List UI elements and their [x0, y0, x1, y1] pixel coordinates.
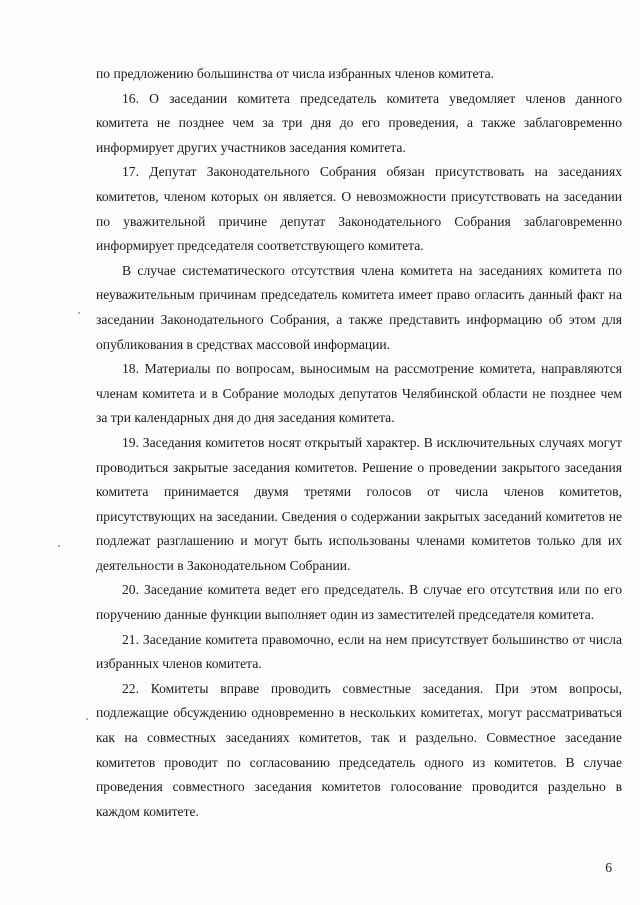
scan-speck: [58, 545, 60, 547]
paragraph-item-19: 19. Заседания комитетов носят открытый характер. В исключительных случаях могут проводиться закрытые заседания комитетов. Решение о проведении закрытого заседания комитета принимается двумя третями голосов от числа членов комитетов, присутствующих на заседании. Сведения о содержании закрытых заседаний комитетов не подлежат разглашению и могут быть использованы членами комитетов только для их деятельности в Законодательном Собрании.: [96, 434, 622, 573]
paragraph-item-16: 16. О заседании комитета председатель комитета уведомляет членов данного комитета не позднее чем за три дня до его проведения, а также заблаговременно информирует других участников заседания комитета.: [96, 90, 622, 155]
paragraph-continuation: по предложению большинства от числа избранных членов комитета.: [96, 66, 495, 81]
paragraph-absence: В случае систематического отсутствия члена комитета на заседаниях комитета по неуважительным причинам председатель комитета имеет право огласить данный факт на заседании Законодательного Собрания, а также представить информацию об этом для опубликования в средствах массовой информации.: [96, 262, 622, 352]
scan-speck: [86, 718, 88, 720]
page-number: 6: [605, 860, 612, 875]
paragraph-item-22: 22. Комитеты вправе проводить совместные заседания. При этом вопросы, подлежащие обсуждению одновременно в нескольких комитетах, могут рассматриваться как на совместных заседаниях комитетов, так и раздельно. Совместное заседание комитетов проводит по согласованию председатель одного из комитетов. В случае проведения совместного заседания комитетов голосование проводится раздельно в каждом комитете.: [96, 680, 622, 819]
paragraph-item-20: 20. Заседание комитета ведет его председатель. В случае его отсутствия или по его поручению данные функции выполняет один из заместителей председателя комитета.: [96, 582, 622, 623]
paragraph-item-18: 18. Материалы по вопросам, выносимым на рассмотрение комитета, направляются членам комитета и в Собрание молодых депутатов Челябинской области не позднее чем за три календарных дня до дня заседания комитета.: [96, 361, 622, 426]
scan-speck: [78, 312, 80, 314]
paragraph-item-21: 21. Заседание комитета правомочно, если на нем присутствует большинство от числа избранных членов комитета.: [96, 631, 622, 672]
paragraph-item-17: 17. Депутат Законодательного Собрания обязан присутствовать на заседаниях комитетов, членом которых он является. О невозможности присутствовать на заседании по уважительной причине депутат Законодательного Собрания заблаговременно информирует председателя соответствующего комитета.: [96, 164, 622, 254]
document-body: [96, 62, 622, 824]
